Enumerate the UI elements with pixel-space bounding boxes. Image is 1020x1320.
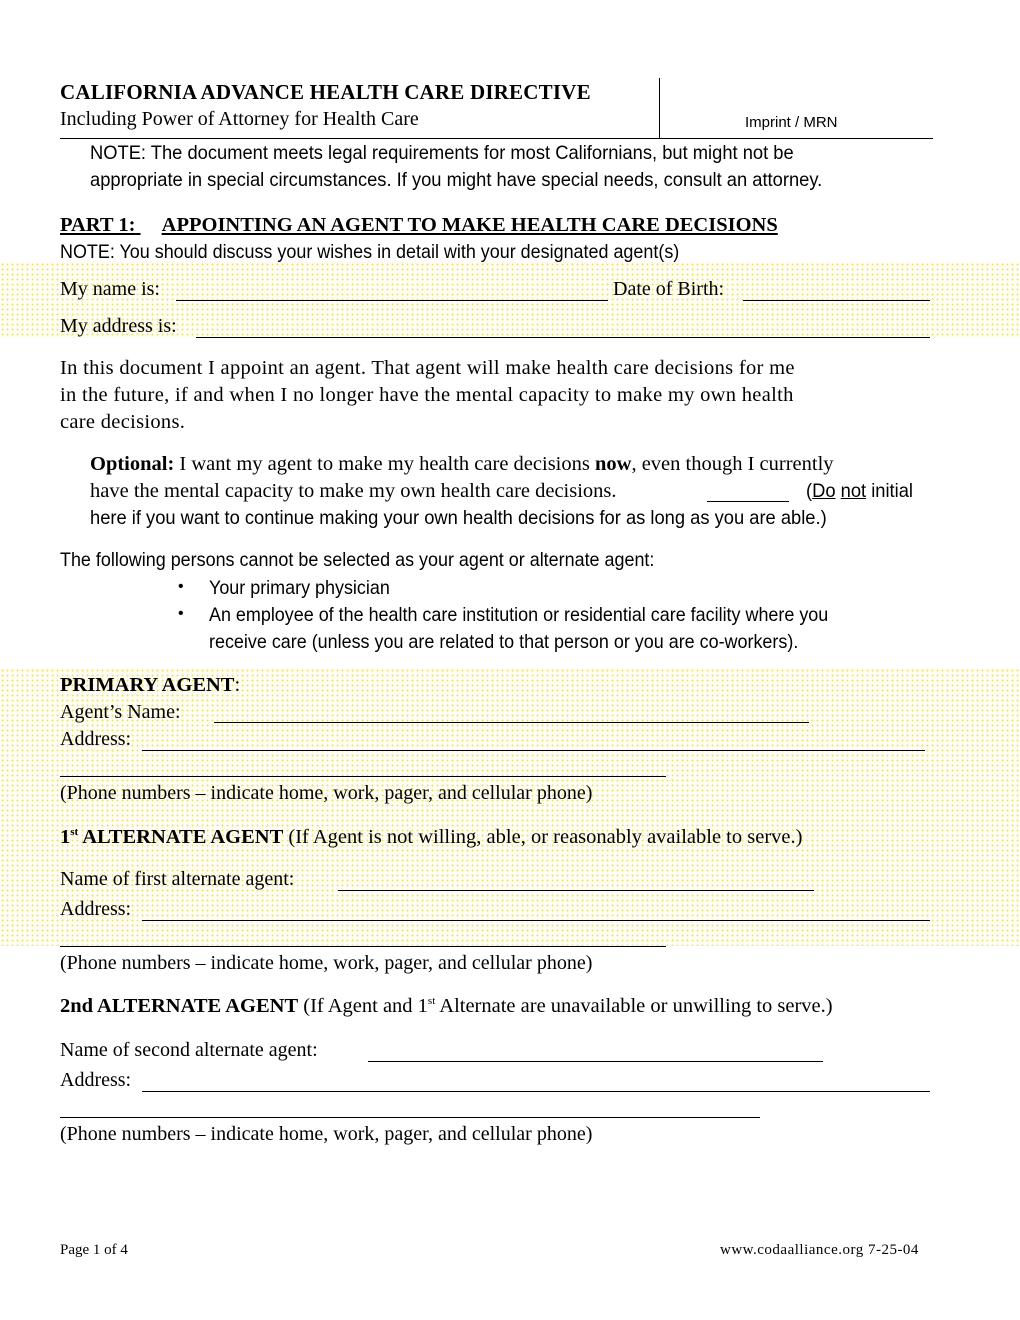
note-line-1: NOTE: The document meets legal requirements for most Californians, but might not be	[90, 142, 794, 164]
alt2-name-label: Name of second alternate agent:	[60, 1039, 318, 1061]
optional-label: Optional:	[90, 453, 175, 475]
footer-site-date: www.codaalliance.org 7-25-04	[720, 1242, 919, 1258]
optional-line-2: have the mental capacity to make my own health care decisions.	[90, 480, 617, 502]
part1-heading	[60, 214, 778, 237]
primary-agent-address-field[interactable]	[142, 750, 925, 751]
alt1-name-label: Name of first alternate agent:	[60, 868, 295, 890]
alt2-heading: 2nd ALTERNATE AGENT (If Agent and 1st Alternate are unavailable or unwilling to serve.)	[60, 995, 833, 1017]
optional-initial-field[interactable]	[707, 501, 789, 502]
exclusion-item-2-cont: receive care (unless you are related to that person or you are co-workers).	[209, 631, 799, 653]
document-title: CALIFORNIA ADVANCE HEALTH CARE DIRECTIVE	[60, 80, 591, 104]
alt1-address-field[interactable]	[142, 920, 930, 921]
appoint-paragraph-line-2: in the future, if and when I no longer have the mental capacity to make my own health	[60, 384, 794, 406]
dob-label: Date of Birth:	[613, 278, 725, 300]
alt1-phone-field[interactable]	[60, 946, 666, 947]
footer-page-number: Page 1 of 4	[60, 1242, 128, 1258]
primary-agent-name-label: Agent’s Name:	[60, 701, 181, 723]
primary-agent-phone-field[interactable]	[60, 776, 666, 777]
part1-note: NOTE: You should discuss your wishes in detail with your designated agent(s)	[60, 241, 680, 263]
bullet-icon: •	[178, 605, 184, 622]
address-field[interactable]	[196, 337, 930, 338]
optional-now: now	[594, 453, 632, 475]
alt1-heading: 1st ALTERNATE AGENT (If Agent is not willing, able, or reasonably available to serve.)	[60, 826, 803, 848]
optional-line-1: Optional: I want my agent to make my health care decisions now, even though I currently	[90, 453, 834, 475]
primary-agent-heading: PRIMARY AGENT:	[60, 674, 241, 696]
dob-field[interactable]	[743, 300, 930, 301]
address-label: My address is:	[60, 315, 177, 337]
primary-agent-name-field[interactable]	[214, 722, 809, 723]
exclusion-item-2: An employee of the health care institution or residential care facility where you	[209, 604, 829, 626]
name-label: My name is:	[60, 278, 160, 300]
header-divider-horizontal	[60, 138, 933, 139]
optional-line-3: here if you want to continue making your own health decisions for as long as you are able.)	[90, 507, 827, 529]
optional-do-not-note: (Do not initial	[806, 480, 913, 502]
imprint-mrn-label: Imprint / MRN	[745, 114, 838, 131]
part1-label: PART 1:	[60, 214, 136, 236]
alt2-address-label: Address:	[60, 1069, 132, 1091]
alt2-name-field[interactable]	[368, 1061, 823, 1062]
alt2-phone-note: (Phone numbers – indicate home, work, pager, and cellular phone)	[60, 1123, 593, 1145]
alt1-name-field[interactable]	[338, 890, 814, 891]
header-divider-vertical	[659, 78, 660, 138]
alt1-address-label: Address:	[60, 898, 132, 920]
alt2-phone-field[interactable]	[60, 1117, 760, 1118]
name-field[interactable]	[176, 300, 608, 301]
note-line-2: appropriate in special circumstances. If you might have special needs, consult an attorney.	[90, 169, 823, 191]
bullet-icon: •	[178, 578, 184, 595]
part1-title: APPOINTING AN AGENT TO MAKE HEALTH CARE DECISIONS	[161, 214, 778, 236]
primary-agent-phone-note: (Phone numbers – indicate home, work, pager, and cellular phone)	[60, 782, 593, 804]
primary-agent-address-label: Address:	[60, 728, 132, 750]
alt1-phone-note: (Phone numbers – indicate home, work, pager, and cellular phone)	[60, 952, 593, 974]
appoint-paragraph-line-1: In this document I appoint an agent. That agent will make health care decisions for me	[60, 357, 795, 379]
alt2-address-field[interactable]	[142, 1091, 930, 1092]
exclusion-intro: The following persons cannot be selected as your agent or alternate agent:	[60, 549, 655, 571]
appoint-paragraph-line-3: care decisions.	[60, 411, 186, 433]
exclusion-item-1: Your primary physician	[209, 577, 390, 599]
document-subtitle: Including Power of Attorney for Health Care	[60, 108, 419, 130]
